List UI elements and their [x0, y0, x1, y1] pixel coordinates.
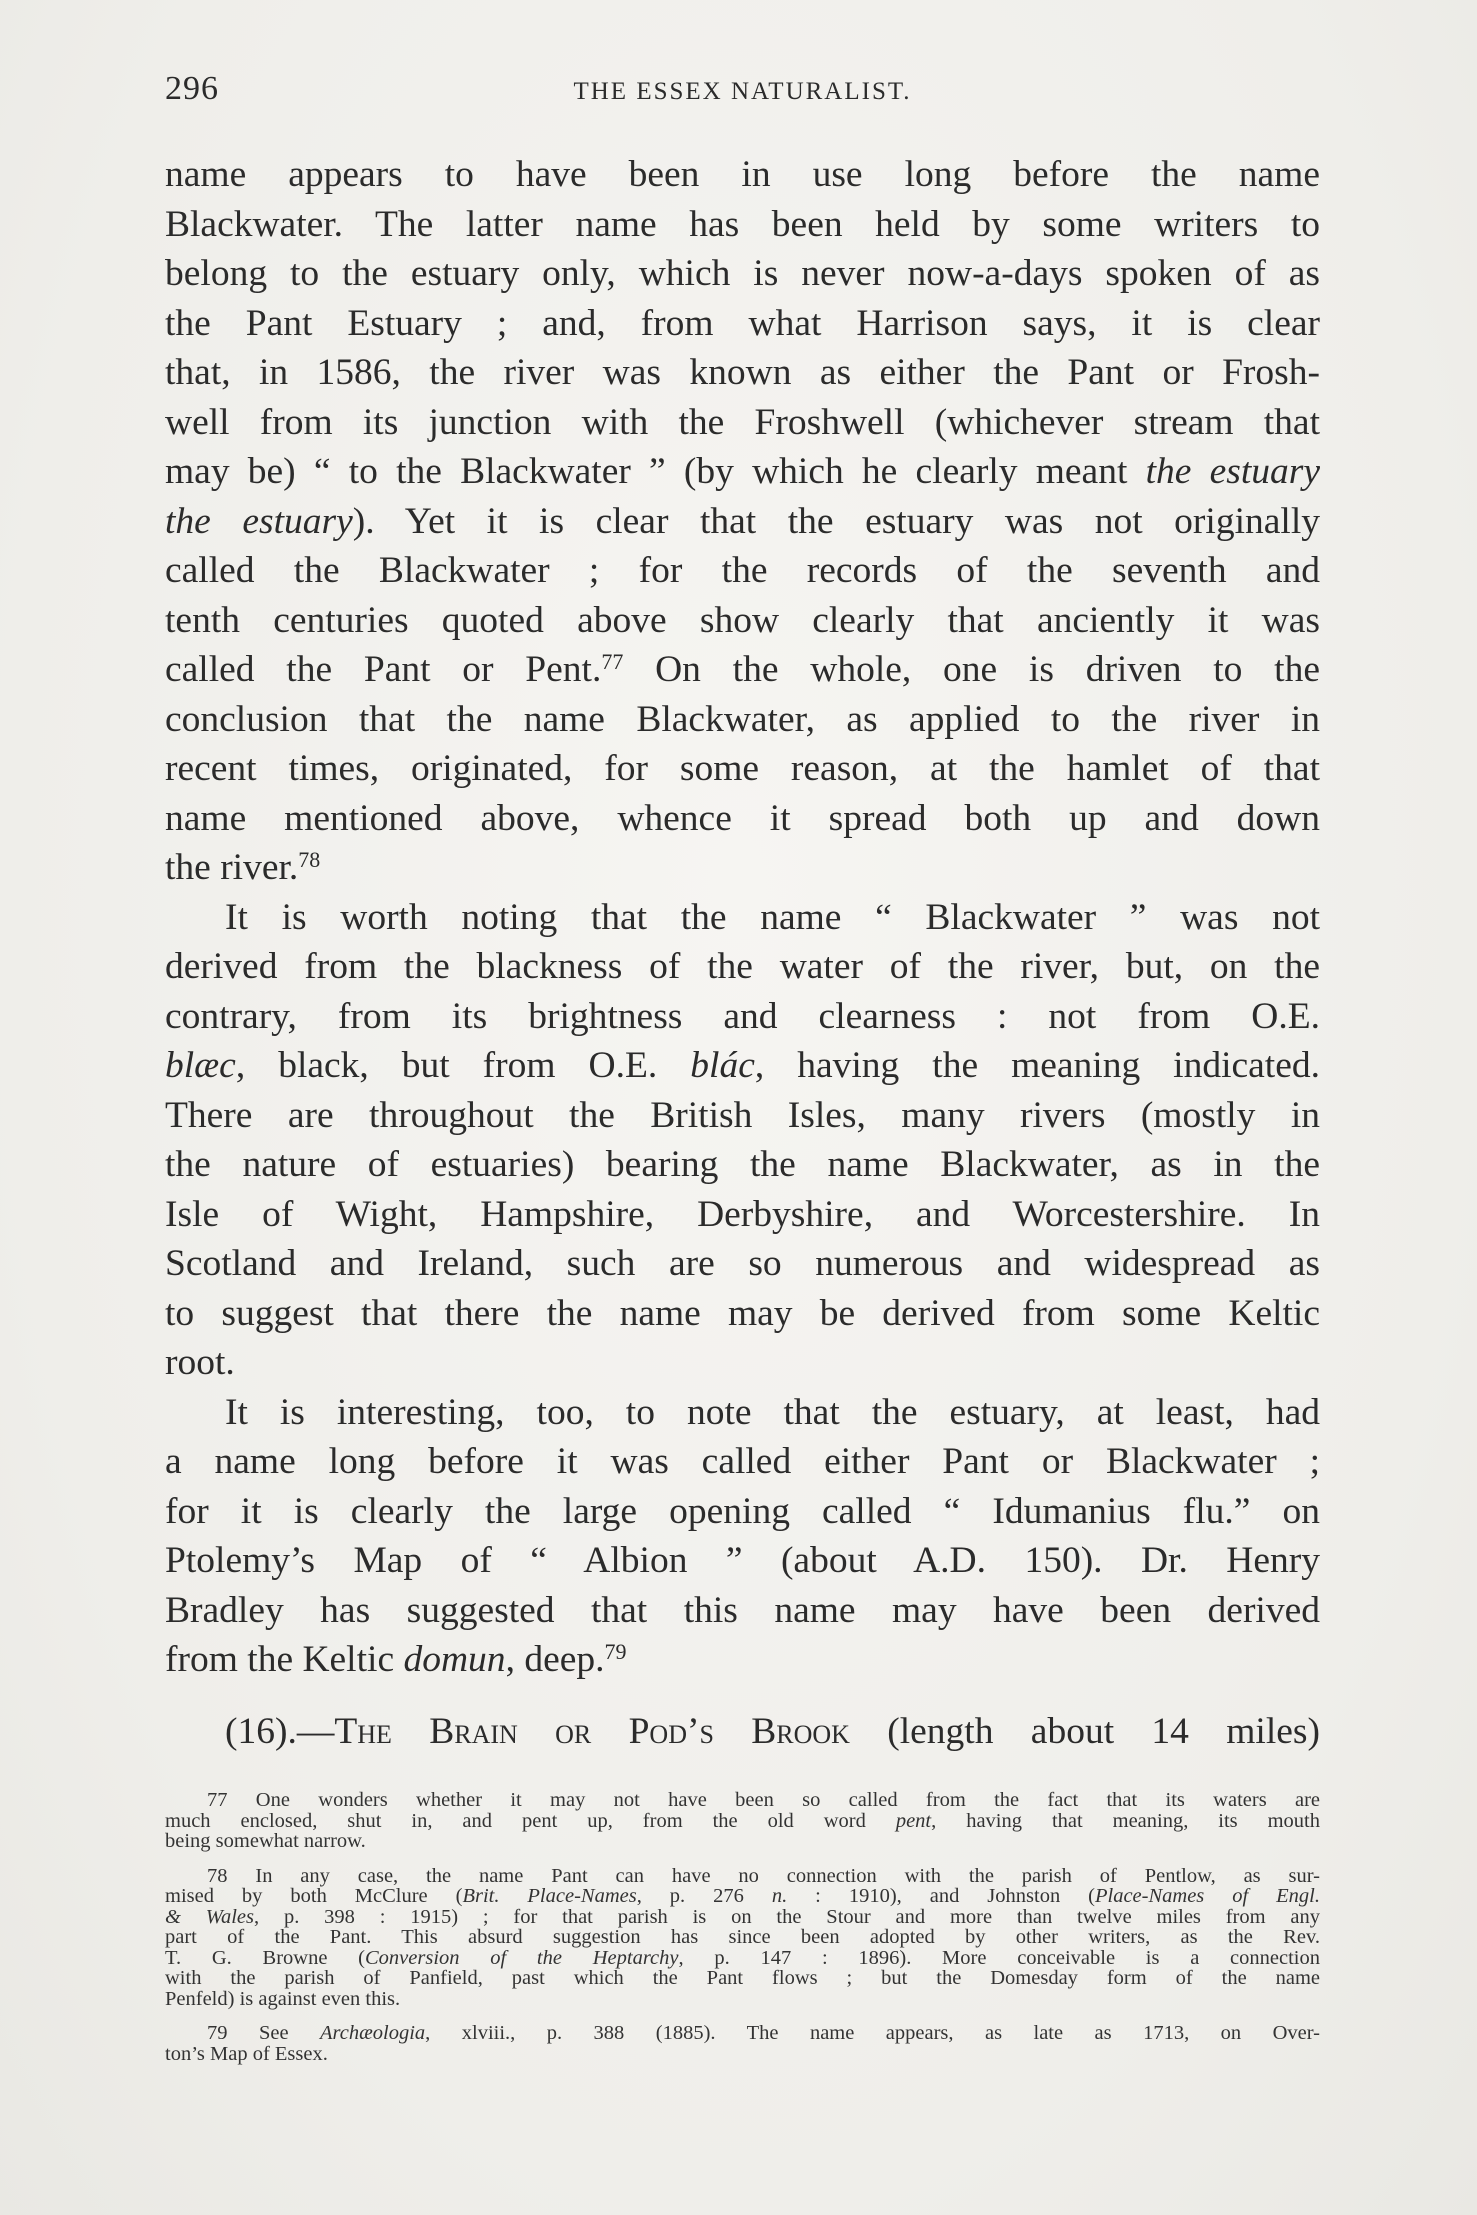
footnote-line: mised by both McClure (Brit. Place-Names, p. 276 n. : 1910), and Johnston (Place-Names of Engl.: [165, 1885, 1320, 1907]
footnote-line: with the parish of Panfield, past which the Pant flows ; but the Domesday form of the name: [165, 1967, 1320, 1989]
text-line: Ptolemy’s Map of “ Albion ” (about A.D. 150). Dr. Henry: [165, 1540, 1320, 1581]
italic-term: blæc: [165, 1045, 236, 1086]
text-line: Bradley has suggested that this name may have been derived: [165, 1589, 1320, 1631]
text-line: to suggest that there the name may be derived from some Keltic: [165, 1292, 1320, 1334]
footnote-77: [165, 1790, 1320, 1852]
text-line: root.: [165, 1342, 235, 1383]
italic-term: blác: [690, 1045, 755, 1086]
footnote-line: T. G. Browne (Conversion of the Heptarchy, p. 147 : 1896). More conceivable is a connection: [165, 1946, 1320, 1969]
text-line: Blackwater. The latter name has been held by some writers to: [165, 203, 1320, 245]
footnote-ref[interactable]: 77: [601, 649, 624, 674]
text-line: the river.$^{78}$: [165, 847, 321, 888]
text-line: a name long before it was called either Pant or Blackwater ;: [165, 1441, 1320, 1482]
text-line: contrary, from its brightness and clearness : not from O.E.: [165, 995, 1320, 1037]
text-line: name mentioned above, whence it spread both up and down: [165, 797, 1320, 839]
text-line: the estuary). Yet it is clear that the estuary was not originally: [165, 500, 1320, 542]
section-title: The Brain or Pod’s Brook: [334, 1711, 850, 1752]
text-line: Scotland and Ireland, such are so numerous and widespread as: [165, 1243, 1320, 1284]
text-line: It is worth noting that the name “ Blackwater ” was not: [225, 896, 1320, 938]
italic-term: the estuary: [1145, 451, 1320, 492]
text-line: conclusion that the name Blackwater, as applied to the river in: [165, 698, 1320, 740]
page-number: 296: [165, 70, 219, 107]
text-line: may be) “ to the Blackwater ” (by which he clearly meant the estuary: [165, 451, 1320, 492]
body-text: [165, 150, 1320, 1685]
text-line: well from its junction with the Froshwell (whichever stream that: [165, 401, 1320, 443]
text-line: from the Keltic domun, deep.$^{79}$: [165, 1639, 627, 1680]
text-line: blæc, black, but from O.E. blác, having the meaning indicated.: [165, 1045, 1320, 1086]
text-line: for it is clearly the large opening called “ Idumanius flu.” on: [165, 1490, 1320, 1532]
text-line: derived from the blackness of the water of the river, but, on the: [165, 946, 1320, 987]
paragraph: [165, 150, 1320, 893]
text-line: name appears to have been in use long before the name: [165, 154, 1320, 195]
footnote-number: 77: [207, 1789, 228, 1811]
footnote-line: Penfeld) is against even this.: [165, 1987, 401, 2010]
text-line: the Pant Estuary ; and, from what Harrison says, it is clear: [165, 302, 1320, 344]
footnotes: [165, 1790, 1320, 2078]
paragraph: [165, 893, 1320, 1388]
text-line: recent times, originated, for some reason, at the hamlet of that: [165, 748, 1320, 789]
footnote-line: being somewhat narrow.: [165, 1830, 366, 1852]
running-head: THE ESSEX NATURALIST.: [573, 78, 912, 105]
page-header: [165, 70, 1320, 120]
footnote-line: ton’s Map of Essex.: [165, 2042, 328, 2065]
text-line: It is interesting, too, to note that the estuary, at least, had: [225, 1391, 1320, 1433]
text-line: called the Pant or Pent.$^{77}$ On the whole, one is driven to the: [165, 649, 1320, 690]
text-line: the nature of estuaries) bearing the name Blackwater, as in the: [165, 1144, 1320, 1185]
text-line: that, in 1586, the river was known as either the Pant or Frosh-: [165, 352, 1320, 393]
text-line: belong to the estuary only, which is never now-a-days spoken of as: [165, 253, 1320, 294]
section-heading: (16).—The Brain or Pod’s Brook (length about 14 miles): [225, 1711, 1320, 1752]
footnote-line: & Wales, p. 398 : 1915) ; for that parish is on the Stour and more than twelve miles from any: [165, 1905, 1321, 1928]
footnote-line: much enclosed, shut in, and pent up, from the old word pent, having that meaning, its mouth: [165, 1809, 1321, 1832]
footnote-ref[interactable]: 78: [298, 847, 321, 872]
italic-term: the estuary: [165, 500, 353, 542]
footnote-number: 79: [207, 2022, 228, 2044]
footnote-line: part of the Pant. This absurd suggestion has since been adopted by other writers, as the Rev.: [165, 1926, 1320, 1948]
text-line: Isle of Wight, Hampshire, Derbyshire, and Worcestershire. In: [165, 1193, 1320, 1235]
footnote-line: 79 See Archæologia, xlviii., p. 388 (1885). The name appears, as late as 1713, on Over-: [207, 2022, 1320, 2044]
text-line: There are throughout the British Isles, many rivers (mostly in: [165, 1094, 1320, 1136]
footnote-line: 77 One wonders whether it may not have been so called from the fact that its waters are: [207, 1789, 1320, 1811]
text-line: tenth centuries quoted above show clearly that anciently it was: [165, 599, 1320, 641]
footnote-number: 78: [207, 1864, 228, 1887]
footnote-78: [165, 1866, 1320, 2010]
italic-term: domun: [403, 1639, 506, 1680]
text-line: called the Blackwater ; for the records of the seventh and: [165, 550, 1320, 591]
footnote-line: 78 In any case, the name Pant can have no connection with the parish of Pentlow, as sur-: [207, 1864, 1320, 1887]
paragraph: [165, 1388, 1320, 1685]
footnote-79: [165, 2023, 1320, 2064]
footnote-ref[interactable]: 79: [604, 1639, 627, 1664]
